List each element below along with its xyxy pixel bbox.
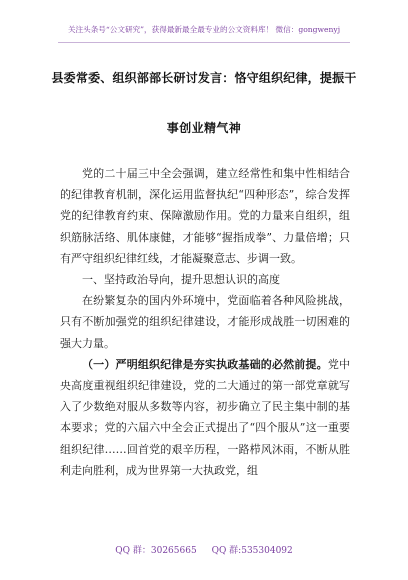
paragraph-3-lead: （一）严明组织纪律是夯实执政基础的必然前提。	[82, 357, 328, 371]
footer-qq-group-2: QQ 群:535304092	[211, 546, 293, 556]
paragraph-3-body: 党中央高度重视组织纪律建设，党的二大通过的第一部党章就写入了少数绝对服从多数等内容，初步确立了民主集中制的基本要求；党的六届六中全会正式提出了“四个服从”这一重要组织纪律……回首党的艰辛历程，一路栉风沐雨，不断从胜利走向胜利，成为世界第一大执政党，组	[60, 357, 351, 477]
footer-qq-group-1: QQ 群：30265665	[115, 546, 197, 556]
header-divider	[58, 42, 350, 43]
paragraph-3	[60, 354, 350, 481]
header-promo-note: 关注头条号“公文研究”，获得最新最全最专业的公文资料库！ 微信：gongwenyj	[67, 25, 341, 34]
document-title-line-2: 事创业精气神	[166, 121, 242, 135]
document-body	[60, 163, 350, 481]
paragraph-intro: 党的二十届三中全会强调，建立经常性和集中性相结合的纪律教育机制，深化运用监督执纪“四种形态”，综合发挥党的纪律教育约束、保障激励作用。党的力量来自组织，组织筋脉活络、肌体康健，才能够“握指成拳”、力量倍增；只有严守组织纪律红线，才能凝聚意志、步调一致。	[60, 167, 350, 265]
section-heading-1: 一、坚持政治导向，提升思想认识的高度	[82, 273, 280, 287]
paragraph-2: 在纷繁复杂的国内外环境中，党面临着各种风险挑战，只有不断加强党的组织纪律建设，才能形成战胜一切困难的强大力量。	[60, 294, 350, 350]
footer-contact	[0, 543, 408, 556]
document-title-line-1: 县委常委、组织部部长研讨发言：恪守组织纪律，提振干	[51, 71, 357, 85]
